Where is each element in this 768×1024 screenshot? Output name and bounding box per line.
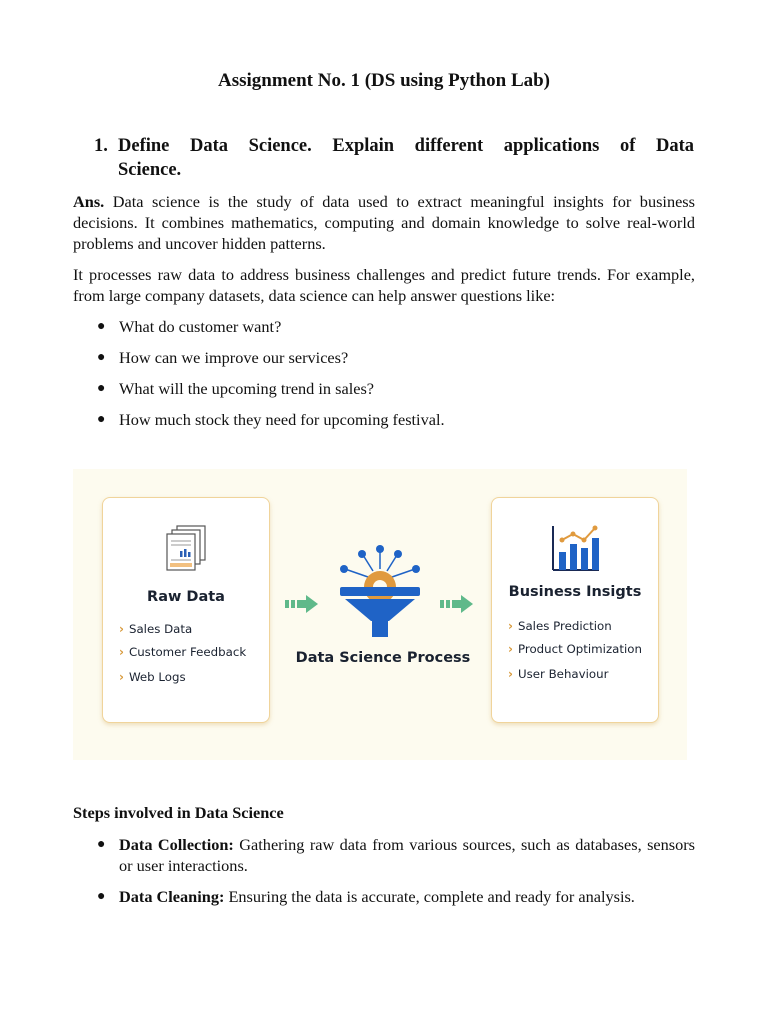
arrow-right-icon — [440, 594, 474, 614]
business-insights-list — [508, 615, 642, 686]
arrow-right-icon — [285, 594, 319, 614]
question-list — [73, 316, 695, 440]
list-item: › Sales Data — [119, 622, 193, 636]
bullet-icon: ● — [97, 837, 106, 852]
chevron-right-icon: › — [119, 670, 124, 684]
chevron-right-icon: › — [508, 619, 513, 633]
data-science-diagram — [73, 469, 687, 760]
bullet-icon: ● — [97, 381, 106, 396]
chevron-right-icon: › — [119, 622, 124, 636]
list-item: ● What will the upcoming trend in sales? — [97, 379, 375, 398]
chevron-right-icon: › — [508, 667, 513, 681]
raw-data-title: Raw Data — [147, 589, 225, 605]
list-item: › Customer Feedback — [119, 645, 247, 659]
chevron-right-icon: › — [508, 642, 513, 656]
list-item: › Sales Prediction — [508, 619, 612, 633]
business-insights-title: Business Insigts — [508, 584, 642, 600]
question-heading — [96, 134, 694, 182]
list-item: ● Data Cleaning: Ensuring the data is accurate, complete and ready for analysis. — [97, 887, 635, 906]
answer-paragraph-1 — [73, 191, 695, 254]
documents-icon — [161, 524, 211, 574]
raw-data-card — [102, 497, 270, 723]
list-item: ● How can we improve our services? — [97, 348, 349, 367]
answer-label: Ans. — [73, 192, 105, 211]
raw-data-list — [119, 618, 246, 689]
bullet-icon: ● — [97, 319, 106, 334]
bullet-icon: ● — [97, 889, 106, 904]
business-insights-card — [491, 497, 659, 723]
question-number: 1. — [94, 136, 108, 156]
answer-text-1: Data science is the study of data used to extract meaningful insights for business decisions. It combines mathematics, computing and domain knowledge to solve real-world problems and uncover hidden patterns. — [73, 192, 695, 253]
funnel-gear-icon — [335, 541, 425, 641]
list-item: › Web Logs — [119, 670, 186, 684]
question-line-1: Define Data Science. Explain different applications of Data — [118, 136, 694, 156]
list-item: ● How much stock they need for upcoming festival. — [97, 410, 445, 429]
list-item: ● What do customer want? — [97, 317, 282, 336]
answer-paragraph-2: It processes raw data to address business challenges and predict future trends. For example, from large company datasets, data science can help answer questions like: — [73, 265, 695, 305]
assignment-title: Assignment No. 1 (DS using Python Lab) — [217, 70, 551, 91]
steps-heading: Steps involved in Data Science — [73, 803, 284, 822]
chevron-right-icon: › — [119, 645, 124, 659]
steps-list — [73, 834, 695, 917]
process-label: Data Science Process — [295, 650, 471, 666]
list-item: › Product Optimization — [508, 642, 642, 656]
question-line-2: Science. — [118, 160, 182, 180]
bar-chart-icon — [549, 524, 601, 572]
bullet-icon: ● — [97, 412, 106, 427]
list-item: ● Data Collection: Gathering raw data from various sources, such as databases, sensors or user interactions. — [97, 835, 696, 875]
list-item: › User Behaviour — [508, 667, 609, 681]
bullet-icon: ● — [97, 350, 106, 365]
